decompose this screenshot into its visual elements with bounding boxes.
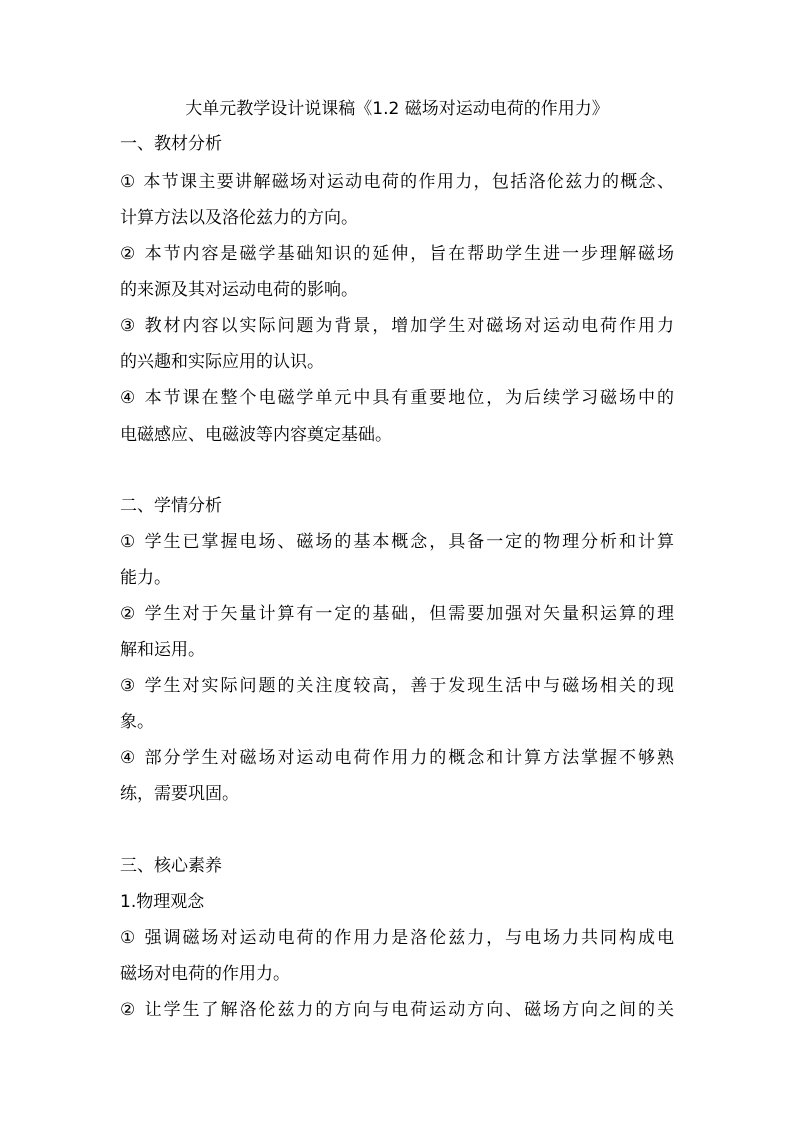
paragraph-line: ④ 部分学生对磁场对运动电荷作用力的概念和计算方法掌握不够熟 xyxy=(120,748,674,768)
paragraph-line: 解和运用。 xyxy=(120,640,205,660)
paragraph-line: 象。 xyxy=(120,712,154,732)
paragraph-line: ② 本节内容是磁学基础知识的延伸，旨在帮助学生进一步理解磁场 xyxy=(120,244,674,264)
section-heading: 二、学情分析 xyxy=(120,496,222,516)
paragraph-line: ① 学生已掌握电场、磁场的基本概念，具备一定的物理分析和计算 xyxy=(120,532,674,552)
paragraph-line: 练，需要巩固。 xyxy=(120,784,239,804)
paragraph-line: 磁场对电荷的作用力。 xyxy=(120,964,290,984)
paragraph-line: 的来源及其对运动电荷的影响。 xyxy=(120,280,358,300)
paragraph-line: 电磁感应、电磁波等内容奠定基础。 xyxy=(120,425,392,445)
paragraph-line: ④ 本节课在整个电磁学单元中具有重要地位，为后续学习磁场中的 xyxy=(120,388,674,408)
paragraph-line: ③ 学生对实际问题的关注度较高，善于发现生活中与磁场相关的现 xyxy=(120,676,674,696)
paragraph-line: ① 强调磁场对运动电荷的作用力是洛伦兹力，与电场力共同构成电 xyxy=(120,928,674,948)
paragraph-line: 能力。 xyxy=(120,568,171,588)
section-heading: 一、教材分析 xyxy=(120,134,222,154)
paragraph-line: 的兴趣和实际应用的认识。 xyxy=(120,352,324,372)
subsection-heading: 1.物理观念 xyxy=(120,892,205,912)
section-heading: 三、核心素养 xyxy=(120,856,222,876)
paragraph-line: 计算方法以及洛伦兹力的方向。 xyxy=(120,208,358,228)
document-title: 大单元教学设计说课稿《1.2 磁场对运动电荷的作用力》 xyxy=(185,99,609,119)
paragraph-line: ② 学生对于矢量计算有一定的基础，但需要加强对矢量积运算的理 xyxy=(120,604,674,624)
paragraph-line: ① 本节课主要讲解磁场对运动电荷的作用力，包括洛伦兹力的概念、 xyxy=(120,172,674,192)
paragraph-line: ③ 教材内容以实际问题为背景，增加学生对磁场对运动电荷作用力 xyxy=(120,316,674,336)
paragraph-line: ② 让学生了解洛伦兹力的方向与电荷运动方向、磁场方向之间的关 xyxy=(120,1000,674,1020)
